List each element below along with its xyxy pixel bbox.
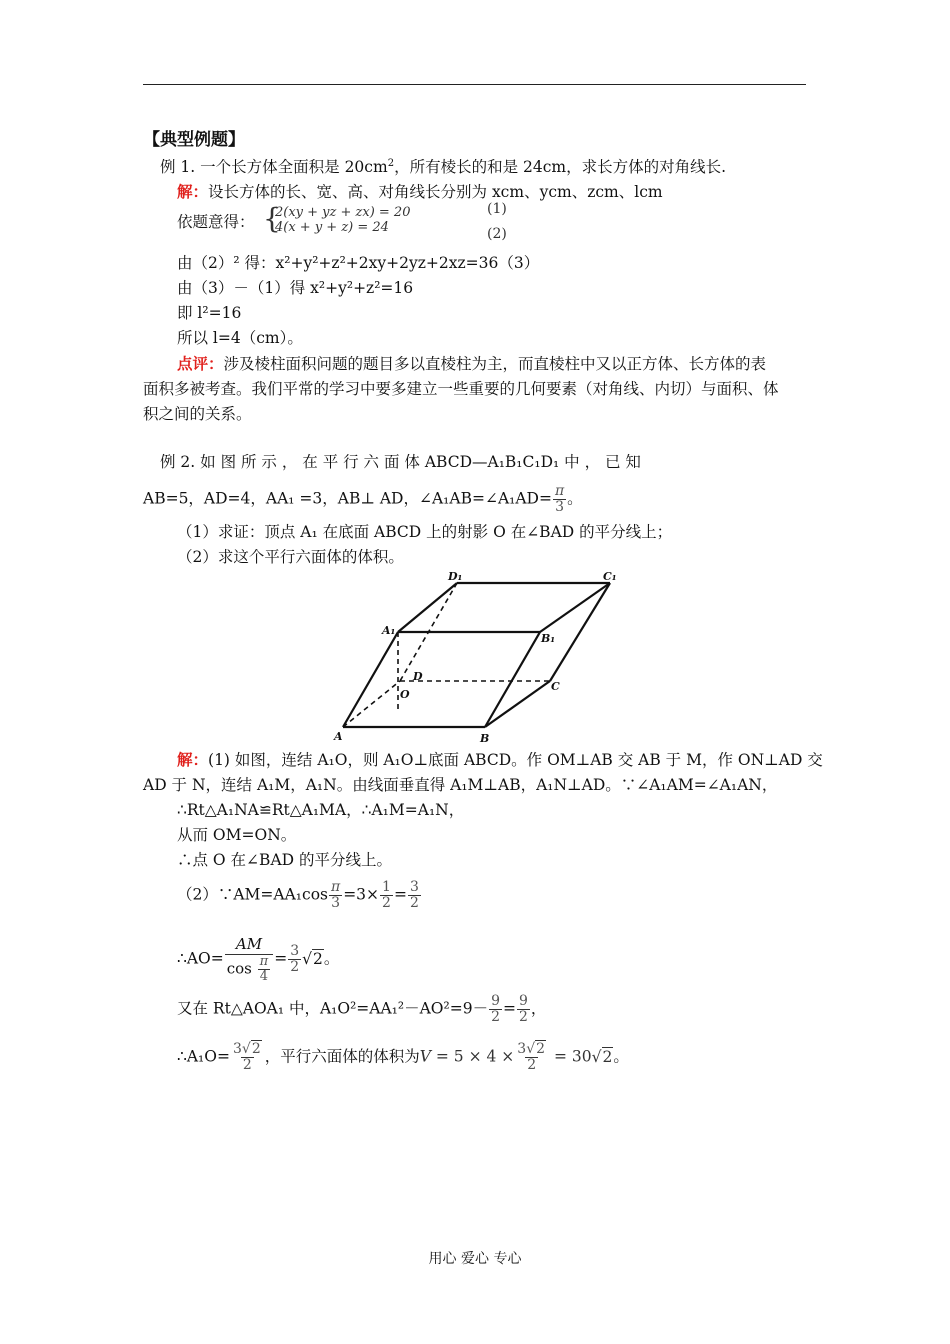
solution-label: 解： <box>177 182 209 201</box>
ex2-solution-3: ∴Rt△A₁NA≌Rt△A₁MA，∴A₁M=A₁N， <box>177 801 465 819</box>
sqrt-icon: √2 <box>526 1041 546 1057</box>
ex2-solution-8: 又在 Rt△AOA₁ 中，A₁O²=AA₁²－AO²=9－ $\frac{9}{2}$ = $\frac{9}{2}$ ， <box>177 993 547 1025</box>
ex1-solution-intro: 解：设长方体的长、宽、高、对角线长分别为 xcm、ycm、zcm、lcm <box>177 182 663 201</box>
header-rule <box>143 84 806 85</box>
label-a1: A₁ <box>382 624 396 637</box>
ex2-solution-6: （2）∵AM=AA₁cos $\frac{\pi}{3}$ =3× $\frac{1}{2}$ = $\frac{3}{2}$ <box>177 879 419 911</box>
brace-icon: { <box>263 202 281 235</box>
ex2-solution-4: 从而 OM=ON。 <box>177 826 297 844</box>
comment-label: 点评： <box>177 354 224 373</box>
solution-label: 解： <box>177 750 209 769</box>
equation-system <box>263 202 411 235</box>
ex1-step3: 即 l²=16 <box>177 304 242 322</box>
label-d1: D₁ <box>448 570 463 583</box>
label-b: B <box>480 732 490 745</box>
label-c1: C₁ <box>603 570 617 583</box>
label-o: O <box>400 688 410 701</box>
ex2-solution-2: AD 于 N，连结 A₁M，A₁N。由线面垂直得 A₁M⊥AB，A₁N⊥AD。∵∠A₁AM=∠A₁AN， <box>143 776 778 794</box>
ex1-comment-3: 积之间的关系。 <box>143 405 252 423</box>
ex1-yiti: 依题意得： <box>177 213 255 231</box>
label-b1: B₁ <box>541 632 556 645</box>
equation-2-number: (2) <box>487 226 507 242</box>
sqrt-icon: √2 <box>241 1041 261 1057</box>
ex2-solution-5: ∴点 O 在∠BAD 的平分线上。 <box>177 851 392 869</box>
ex1-step2: 由（3）－（1）得 x²+y²+z²=16 <box>177 279 414 297</box>
ex1-comment-2: 面积多被考查。我们平常的学习中要多建立一些重要的几何要素（对角线、内切）与面积、体 <box>143 380 779 398</box>
ex2-solution-1: 解：(1) 如图，连结 A₁O，则 A₁O⊥底面 ABCD。作 OM⊥AB 交 AB 于 M，作 ON⊥AD 交 <box>177 750 823 769</box>
equation-1: 2(xy + yz + zx) = 20 <box>275 205 411 220</box>
ex2-solution-7: ∴AO= AM cos $\frac{\pi}{4}$ = $\frac{3}{2}$ √2。 <box>177 935 340 984</box>
equation-1-number: (1) <box>487 201 507 217</box>
ex1-step1: 由（2）² 得：x²+y²+z²+2xy+2yz+2xz=36（3） <box>177 254 540 272</box>
label-c: C <box>551 680 560 693</box>
ex2-solution-9: ∴A₁O= $\frac{3√2}{2}$ ，平行六面体的体积为V = 5 × 4 × $\frac{3√2}{2}$ = 30√2。 <box>177 1041 629 1073</box>
sqrt-icon: √2 <box>591 1047 613 1066</box>
equation-2: 4(x + y + z) = 24 <box>275 220 389 235</box>
ex1-problem: 例 1. 一个长方体全面积是 $20cm^2$，所有棱长的和是 24cm，求长方体的对角线长. <box>160 157 727 176</box>
ex2-question-2: （2）求这个平行六面体的体积。 <box>177 548 404 566</box>
section-title: 【典型例题】 <box>143 130 245 150</box>
label-d: D <box>413 670 423 683</box>
sqrt-icon: √2 <box>302 949 323 968</box>
ex2-problem-line2: AB=5，AD=4，AA₁ =3，AB⊥ AD，∠A₁AB=∠A₁AD= $\frac{\pi}{3}$ 。 <box>143 483 583 515</box>
page-footer: 用心 爱心 专心 <box>428 1251 522 1267</box>
ex1-step4: 所以 l=4（cm）。 <box>177 329 303 347</box>
ex1-comment-1: 点评：涉及棱柱面积问题的题目多以直棱柱为主，而直棱柱中又以正方体、长方体的表 <box>177 354 767 373</box>
ex2-question-1: （1）求证：顶点 A₁ 在底面 ABCD 上的射影 O 在∠BAD 的平分线上； <box>177 523 673 541</box>
ex2-problem-line1: 例 2. 如 图 所 示 ， 在 平 行 六 面 体 ABCD—A₁B₁C₁D₁ 中 ， 已 知 <box>160 453 641 471</box>
parallelepiped-figure <box>330 568 630 746</box>
label-a: A <box>334 730 343 743</box>
